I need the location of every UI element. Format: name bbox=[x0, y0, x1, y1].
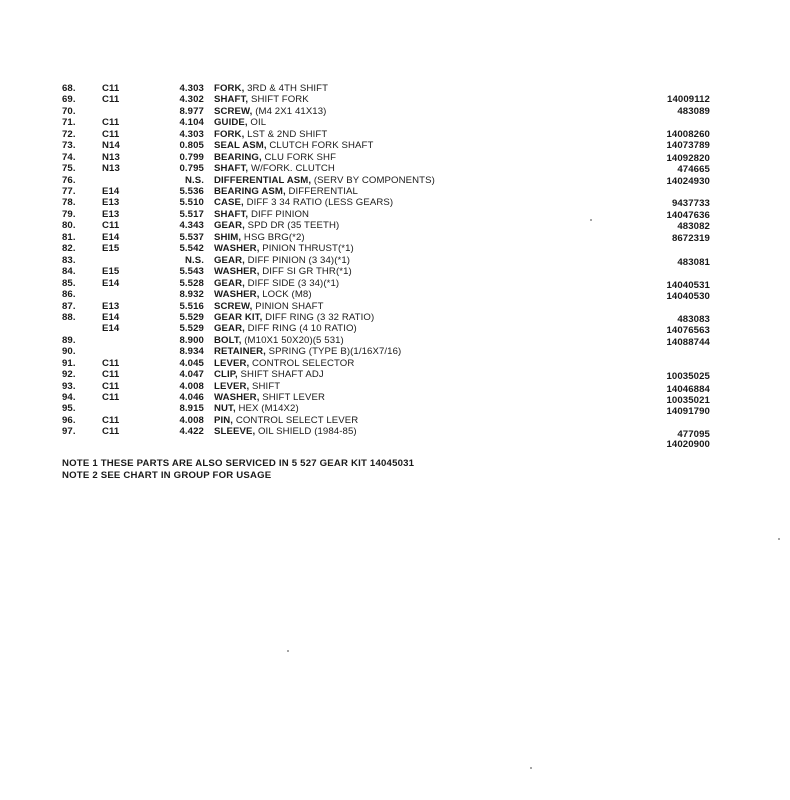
reference-number: 4.343 bbox=[179, 220, 204, 231]
table-row bbox=[62, 335, 722, 347]
reference-number: 4.046 bbox=[179, 392, 204, 403]
table-row bbox=[62, 436, 722, 451]
group-code: N13 bbox=[102, 152, 120, 163]
table-row bbox=[62, 152, 722, 164]
item-number: 87. bbox=[62, 301, 76, 312]
item-number: 89. bbox=[62, 335, 76, 346]
description-noun: SHAFT, bbox=[214, 94, 249, 105]
description-noun: WASHER, bbox=[214, 289, 260, 300]
description-noun: WASHER, bbox=[214, 392, 260, 403]
description-detail: SHIFT LEVER bbox=[262, 392, 326, 403]
description-noun: PIN, bbox=[214, 415, 234, 426]
group-code: E14 bbox=[102, 323, 120, 334]
group-code: C11 bbox=[102, 358, 120, 369]
group-code: N13 bbox=[102, 163, 120, 174]
item-number: 93. bbox=[62, 381, 76, 392]
description bbox=[214, 381, 280, 393]
table-row bbox=[62, 255, 722, 267]
item-number: 74. bbox=[62, 152, 76, 163]
description-detail: SPD DR (35 TEETH) bbox=[247, 220, 340, 231]
description bbox=[214, 152, 336, 164]
item-number: 83. bbox=[62, 255, 76, 266]
reference-number: 5.529 bbox=[179, 312, 204, 323]
reference-number: 5.516 bbox=[179, 301, 204, 312]
table-row bbox=[62, 312, 722, 324]
group-code: C11 bbox=[102, 117, 120, 128]
reference-number: 0.805 bbox=[179, 140, 204, 151]
table-row bbox=[62, 346, 722, 358]
item-number: 90. bbox=[62, 346, 76, 357]
group-code: E14 bbox=[102, 186, 120, 197]
description-detail: (M4 2X1 41X13) bbox=[255, 106, 327, 117]
reference-number: N.S. bbox=[184, 255, 204, 266]
description bbox=[214, 220, 339, 232]
description-noun: GEAR, bbox=[214, 255, 245, 266]
part-number: 483081 bbox=[677, 256, 710, 268]
reference-number: 4.422 bbox=[179, 426, 204, 437]
reference-number: 8.900 bbox=[179, 335, 204, 346]
description-detail: DIFF PINION (3 34)(*1) bbox=[247, 255, 351, 266]
group-code: C11 bbox=[102, 369, 120, 380]
part-number: 483083 bbox=[677, 314, 710, 325]
item-number: 94. bbox=[62, 392, 76, 403]
description-detail: PINION SHAFT bbox=[255, 301, 324, 312]
table-row bbox=[62, 175, 722, 187]
description bbox=[214, 243, 354, 255]
table-row bbox=[62, 381, 722, 393]
table-row bbox=[62, 209, 722, 221]
description bbox=[214, 346, 401, 358]
description-detail: SPRING (TYPE B)(1/16X7/16) bbox=[268, 346, 402, 357]
description-detail: W/FORK. CLUTCH bbox=[250, 163, 335, 174]
part-number: 14076563 bbox=[666, 325, 710, 336]
reference-number: 8.915 bbox=[179, 403, 204, 414]
item-number: 76. bbox=[62, 175, 76, 186]
parts-table bbox=[62, 83, 722, 453]
description-detail: DIFF SIDE (3 34)(*1) bbox=[247, 278, 340, 289]
item-number: 97. bbox=[62, 426, 76, 437]
description bbox=[214, 197, 393, 209]
part-number: 14092820 bbox=[666, 152, 710, 164]
description bbox=[214, 358, 354, 370]
description bbox=[214, 312, 374, 324]
item-number: 95. bbox=[62, 403, 76, 414]
table-row bbox=[62, 129, 722, 141]
part-number: 8672319 bbox=[671, 233, 710, 245]
scan-speck bbox=[530, 767, 532, 769]
table-row bbox=[62, 301, 722, 313]
group-code: C11 bbox=[102, 83, 120, 94]
table-row bbox=[62, 232, 722, 244]
description-noun: DIFFERENTIAL ASM, bbox=[214, 175, 312, 186]
table-row bbox=[62, 140, 722, 152]
part-number: 9437733 bbox=[671, 198, 710, 210]
group-code: N14 bbox=[102, 140, 120, 151]
group-code: E14 bbox=[102, 278, 120, 289]
item-number: 75. bbox=[62, 163, 76, 174]
description-detail: OIL SHIELD (1984-85) bbox=[258, 426, 357, 437]
description-noun: RETAINER, bbox=[214, 346, 266, 357]
reference-number: 4.104 bbox=[179, 117, 204, 128]
item-number: 79. bbox=[62, 209, 76, 220]
group-code: C11 bbox=[102, 392, 120, 403]
scan-speck bbox=[778, 538, 780, 540]
table-row bbox=[62, 278, 722, 290]
item-number: 84. bbox=[62, 266, 76, 277]
table-row bbox=[62, 403, 722, 415]
description bbox=[214, 209, 309, 221]
description-noun: LEVER, bbox=[214, 381, 250, 392]
group-code: E14 bbox=[102, 312, 120, 323]
description bbox=[214, 175, 435, 187]
part-number: 14040531 bbox=[666, 279, 710, 291]
group-code: C11 bbox=[102, 220, 120, 231]
description-detail: SHIFT SHAFT ADJ bbox=[240, 369, 324, 380]
table-row bbox=[62, 106, 722, 118]
scan-speck bbox=[590, 219, 592, 221]
group-code: E15 bbox=[102, 243, 120, 254]
reference-number: 8.977 bbox=[179, 106, 204, 117]
part-number: 10035021 bbox=[666, 394, 710, 406]
part-number: 483082 bbox=[677, 221, 710, 233]
description-noun: SEAL ASM, bbox=[214, 140, 267, 151]
description-detail: LST & 2ND SHIFT bbox=[247, 129, 328, 140]
reference-number: N.S. bbox=[184, 175, 204, 186]
notes-section bbox=[62, 458, 414, 481]
description bbox=[214, 163, 335, 175]
part-number: 14091790 bbox=[666, 405, 710, 417]
item-number: 81. bbox=[62, 232, 76, 243]
description-detail: LOCK (M8) bbox=[262, 289, 312, 300]
table-row bbox=[62, 369, 722, 381]
description bbox=[214, 335, 344, 347]
description bbox=[214, 278, 339, 290]
item-number: 71. bbox=[62, 117, 76, 128]
table-row bbox=[62, 197, 722, 209]
reference-number: 4.302 bbox=[179, 94, 204, 105]
description-detail: DIFFERENTIAL bbox=[288, 186, 358, 197]
description-noun: SHAFT, bbox=[214, 163, 249, 174]
description-detail: 3RD & 4TH SHIFT bbox=[247, 83, 329, 94]
part-number: 14047636 bbox=[666, 210, 710, 222]
description bbox=[214, 323, 357, 335]
reference-number: 4.303 bbox=[179, 129, 204, 140]
description-noun: GEAR, bbox=[214, 323, 245, 334]
group-code: C11 bbox=[102, 129, 120, 140]
item-number: 73. bbox=[62, 140, 76, 151]
reference-number: 5.542 bbox=[179, 243, 204, 254]
group-code: C11 bbox=[102, 94, 120, 105]
table-row bbox=[62, 186, 722, 198]
description bbox=[214, 369, 324, 381]
description bbox=[214, 94, 309, 106]
description-detail: (M10X1 50X20)(5 531) bbox=[244, 335, 344, 346]
description-detail: CONTROL SELECT LEVER bbox=[235, 415, 359, 426]
description bbox=[214, 129, 327, 141]
reference-number: 8.932 bbox=[179, 289, 204, 300]
reference-number: 8.934 bbox=[179, 346, 204, 357]
reference-number: 0.799 bbox=[179, 152, 204, 163]
table-row bbox=[62, 415, 722, 427]
item-number: 82. bbox=[62, 243, 76, 254]
table-row bbox=[62, 117, 722, 129]
description-detail: (SERV BY COMPONENTS) bbox=[313, 175, 435, 186]
description bbox=[214, 266, 352, 278]
reference-number: 4.008 bbox=[179, 381, 204, 392]
item-number: 68. bbox=[62, 83, 76, 94]
item-number: 77. bbox=[62, 186, 76, 197]
group-code: C11 bbox=[102, 426, 120, 437]
description-noun: SCREW, bbox=[214, 106, 253, 117]
description-detail: CLU FORK SHF bbox=[264, 152, 337, 163]
group-code: E13 bbox=[102, 197, 120, 208]
description-detail: CLUTCH FORK SHAFT bbox=[269, 140, 374, 151]
description-noun: LEVER, bbox=[214, 358, 250, 369]
item-number: 96. bbox=[62, 415, 76, 426]
reference-number: 4.303 bbox=[179, 83, 204, 94]
description-noun: GEAR, bbox=[214, 220, 245, 231]
item-number: 92. bbox=[62, 369, 76, 380]
scan-speck bbox=[287, 650, 289, 652]
table-row bbox=[62, 83, 722, 95]
description bbox=[214, 255, 350, 267]
table-row bbox=[62, 392, 722, 404]
description bbox=[214, 289, 312, 301]
group-code: E14 bbox=[102, 232, 120, 243]
description bbox=[214, 392, 325, 404]
part-number: 14008260 bbox=[666, 129, 710, 141]
part-number: 14073789 bbox=[666, 140, 710, 152]
description-detail: DIFF 3 34 RATIO (LESS GEARS) bbox=[246, 197, 394, 208]
reference-number: 5.517 bbox=[179, 209, 204, 220]
reference-number: 5.543 bbox=[179, 266, 204, 277]
description-detail: SHIFT bbox=[252, 381, 281, 392]
part-number: 474665 bbox=[677, 163, 710, 175]
description-noun: GEAR, bbox=[214, 278, 245, 289]
item-number: 80. bbox=[62, 220, 76, 231]
reference-number: 4.008 bbox=[179, 415, 204, 426]
item-number: 91. bbox=[62, 358, 76, 369]
description-noun: WASHER, bbox=[214, 266, 260, 277]
part-number: 477095 bbox=[677, 429, 710, 441]
description-noun: CASE, bbox=[214, 197, 244, 208]
item-number: 70. bbox=[62, 106, 76, 117]
part-number: 14020900 bbox=[666, 439, 710, 451]
table-row bbox=[62, 323, 722, 335]
description-noun: BOLT, bbox=[214, 335, 242, 346]
note-2: NOTE 2 SEE CHART IN GROUP FOR USAGE bbox=[62, 469, 272, 481]
description bbox=[214, 117, 266, 129]
description bbox=[214, 301, 324, 313]
part-number: 14046884 bbox=[666, 383, 710, 395]
description-noun: GEAR KIT, bbox=[214, 312, 263, 323]
item-number: 86. bbox=[62, 289, 76, 300]
reference-number: 5.537 bbox=[179, 232, 204, 243]
reference-number: 5.528 bbox=[179, 278, 204, 289]
part-number: 10035025 bbox=[666, 371, 710, 383]
description-detail: DIFF PINION bbox=[250, 209, 310, 220]
table-row bbox=[62, 289, 722, 301]
description bbox=[214, 415, 358, 427]
item-number: 88. bbox=[62, 312, 76, 323]
item-number: 78. bbox=[62, 197, 76, 208]
description-noun: GUIDE, bbox=[214, 117, 248, 128]
description bbox=[214, 232, 305, 244]
table-row bbox=[62, 266, 722, 278]
description-detail: PINION THRUST(*1) bbox=[262, 243, 354, 254]
description-noun: NUT, bbox=[214, 403, 236, 414]
description-noun: BEARING ASM, bbox=[214, 186, 286, 197]
table-row bbox=[62, 220, 722, 232]
description bbox=[214, 106, 326, 118]
group-code: C11 bbox=[102, 381, 120, 392]
description-detail: DIFF RING (4 10 RATIO) bbox=[247, 323, 357, 334]
item-number: 85. bbox=[62, 278, 76, 289]
description-noun: SLEEVE, bbox=[214, 426, 256, 437]
description-noun: SCREW, bbox=[214, 301, 253, 312]
reference-number: 4.047 bbox=[179, 369, 204, 380]
group-code: C11 bbox=[102, 415, 120, 426]
description-noun: BEARING, bbox=[214, 152, 262, 163]
description bbox=[214, 83, 328, 95]
description bbox=[214, 140, 373, 152]
part-number: 14009112 bbox=[667, 94, 710, 105]
description-noun: SHIM, bbox=[214, 232, 242, 243]
description-detail: DIFF SI GR THR(*1) bbox=[262, 266, 352, 277]
description bbox=[214, 186, 358, 198]
description-detail: HEX (M14X2) bbox=[238, 403, 299, 414]
part-number: 14088744 bbox=[666, 337, 710, 349]
description-noun: CLIP, bbox=[214, 369, 238, 380]
reference-number: 4.045 bbox=[179, 358, 204, 369]
part-number: 14040530 bbox=[666, 291, 710, 302]
description-noun: SHAFT, bbox=[214, 209, 249, 220]
description-noun: FORK, bbox=[214, 83, 245, 94]
part-number: 14024930 bbox=[666, 175, 710, 187]
reference-number: 5.510 bbox=[179, 197, 204, 208]
group-code: E13 bbox=[102, 301, 120, 312]
group-code: E13 bbox=[102, 209, 120, 220]
description-noun: FORK, bbox=[214, 129, 245, 140]
item-number: 72. bbox=[62, 129, 76, 140]
description-detail: SHIFT FORK bbox=[250, 94, 309, 105]
reference-number: 0.795 bbox=[179, 163, 204, 174]
reference-number: 5.529 bbox=[179, 323, 204, 334]
table-row bbox=[62, 243, 722, 255]
note-1: NOTE 1 THESE PARTS ARE ALSO SERVICED IN 5 527 GEAR KIT 14045031 bbox=[62, 458, 415, 469]
item-number: 69. bbox=[62, 94, 76, 105]
reference-number: 5.536 bbox=[179, 186, 204, 197]
part-number: 483089 bbox=[677, 106, 710, 118]
group-code: E15 bbox=[102, 266, 120, 277]
table-row bbox=[62, 358, 722, 370]
description bbox=[214, 403, 299, 415]
description-noun: WASHER, bbox=[214, 243, 260, 254]
description-detail: CONTROL SELECTOR bbox=[252, 358, 355, 369]
table-row bbox=[62, 94, 722, 106]
description-detail: HSG BRG(*2) bbox=[243, 232, 305, 243]
description-detail: OIL bbox=[250, 117, 267, 128]
table-row bbox=[62, 163, 722, 175]
description-detail: DIFF RING (3 32 RATIO) bbox=[265, 312, 375, 323]
